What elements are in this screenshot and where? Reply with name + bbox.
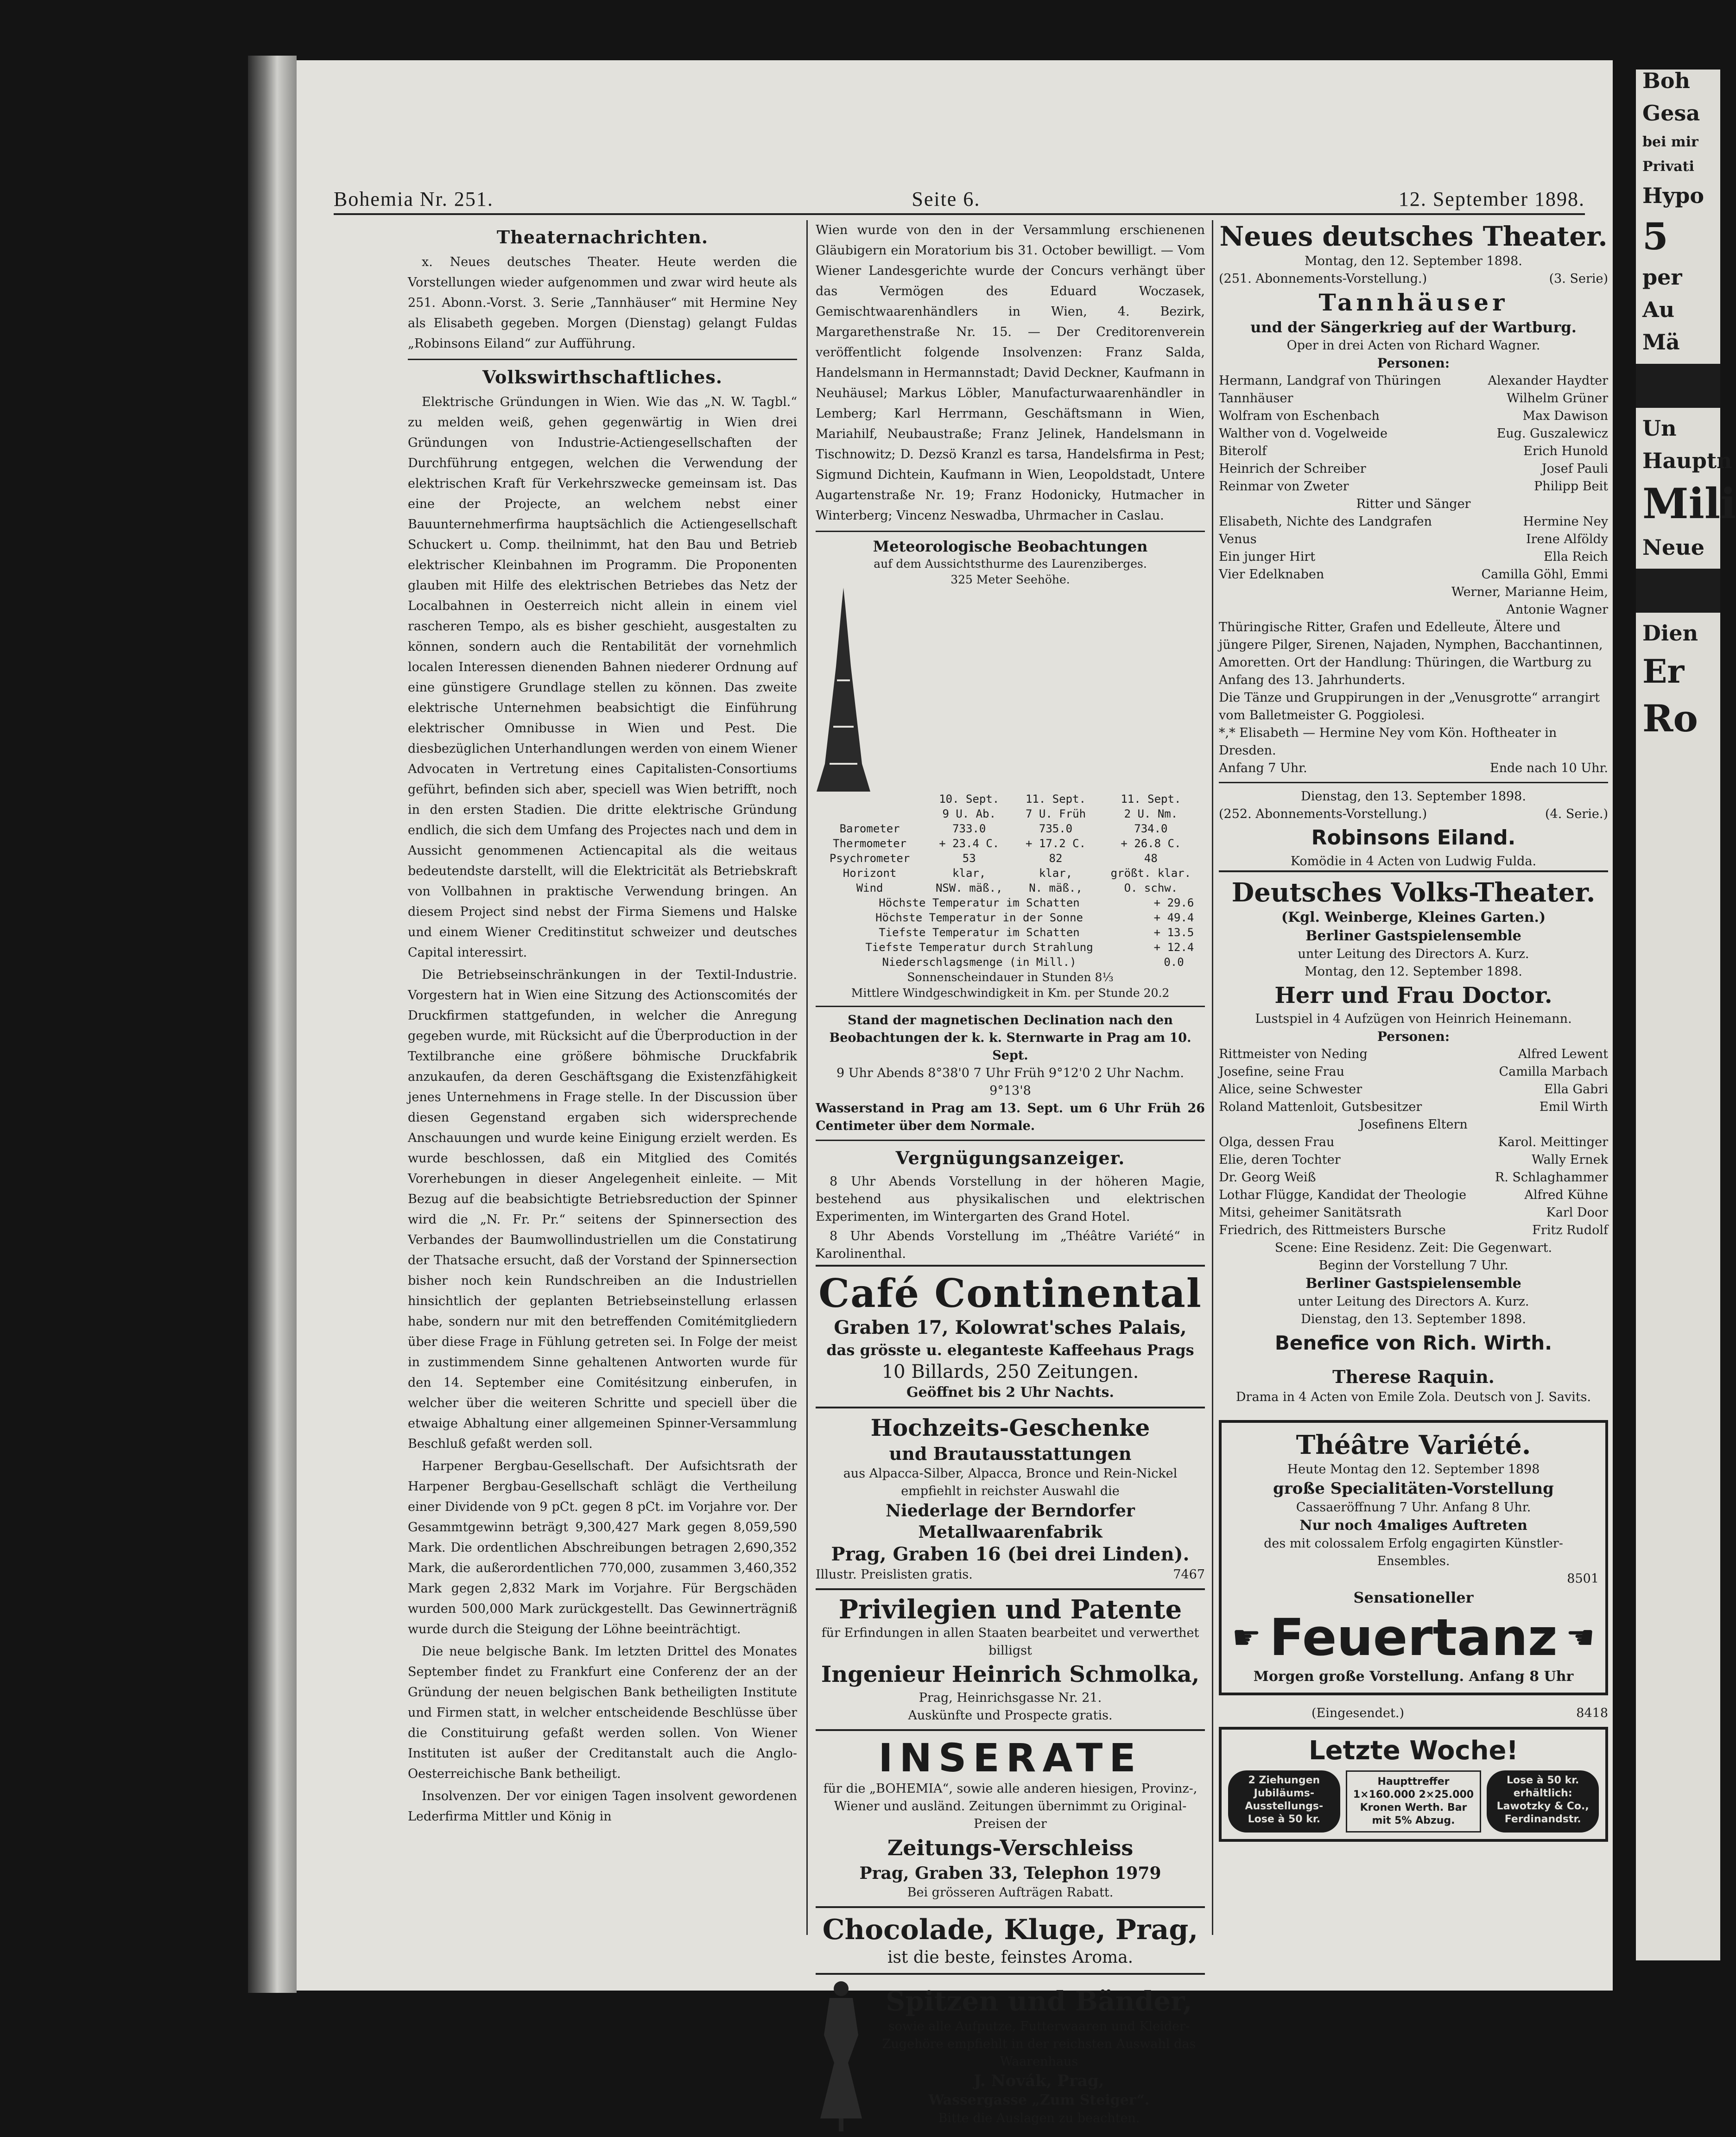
tuesday-serie: (4. Serie.) xyxy=(1545,807,1608,821)
role: Friedrich, des Rittmeisters Bursche xyxy=(1219,1223,1446,1237)
weather-value: 734.0 xyxy=(1134,822,1168,835)
extreme-label: Niederschlagsmenge (in Mill.) xyxy=(882,956,1077,969)
ad-patents xyxy=(816,1588,1205,1729)
theater-date: Montag, den 12. September 1898. xyxy=(1305,254,1522,268)
theater-date: Dienstag, den 13. September 1898. xyxy=(1301,1312,1526,1326)
play-info: Drama in 4 Acten von Emile Zola. Deutsch von J. Savits. xyxy=(1235,1390,1591,1404)
role: Walther von d. Vogelweide xyxy=(1219,426,1388,441)
fragment-text: Dien xyxy=(1642,621,1698,646)
performer: Wally Ernek xyxy=(1532,1153,1608,1167)
tuesday-play: Robinsons Eiland. xyxy=(1311,826,1516,850)
director: unter Leitung des Directors A. Kurz. xyxy=(1298,947,1529,961)
tuesday-abo-line xyxy=(1219,805,1608,823)
extreme-label: Höchste Temperatur im Schatten xyxy=(879,896,1080,909)
section-title-theater: Theaternachrichten. xyxy=(496,227,709,247)
performer: Karol. Meittinger xyxy=(1498,1135,1608,1149)
lottery-box: 2 Ziehungen Jubiläums-Ausstellungs-Lose à 50 kr. xyxy=(1228,1770,1340,1833)
submitted-label: (Eingesendet.) xyxy=(1312,1706,1404,1720)
weather-label: Wind xyxy=(856,881,883,894)
opera-title: Tannhäuser xyxy=(1318,289,1508,316)
extreme-label: Höchste Temperatur in der Sonne xyxy=(875,911,1083,924)
opera-details: Thüringische Ritter, Grafen und Edelleute, Ältere und jüngere Pilger, Sirenen, Najaden, Nymphen, Bacchantinnen, Amoretten. Ort der Handlung: Thüringen, die Wartburg zu Anfang des 13. Jahrhunderts. xyxy=(1219,620,1603,687)
cast-row xyxy=(1219,390,1608,407)
cast-row xyxy=(1219,566,1608,619)
weather-col-time: 9 U. Ab. xyxy=(942,807,996,820)
ad-inserate xyxy=(816,1729,1205,1906)
performer: Fritz Rudolf xyxy=(1532,1223,1608,1237)
performer: Philipp Beit xyxy=(1534,479,1608,494)
ad-cafe-continental xyxy=(816,1265,1205,1407)
cast-group-label: Ritter und Sänger xyxy=(1356,497,1471,511)
article-belgian-bank: Die neue belgische Bank. Im letzten Drittel des Monates September findet zu Frankfurt eine Conferenz der an der Gründung der neuen belgischen Bank betheiligten Institute und Firmen statt, in welcher entscheidende Beschlüsse über die Constituirung gefaßt werden sollen. Von Wiener Instituten ist außer der Creditanstalt auch die Anglo-Oesterreichische Bank betheiligt. xyxy=(408,1644,797,1781)
ad-line: das grösste u. eleganteste Kaffeehaus Prags xyxy=(826,1341,1194,1359)
lottery-boxes xyxy=(1228,1770,1599,1833)
benefice: Benefice von Rich. Wirth. xyxy=(1274,1332,1552,1354)
ad-line: Auskünfte und Prospecte gratis. xyxy=(908,1708,1113,1723)
opera-subtitle: und der Sängerkrieg auf der Wartburg. xyxy=(1250,318,1577,336)
weather-col-date: 11. Sept. xyxy=(1121,793,1181,805)
director: unter Leitung des Directors A. Kurz. xyxy=(1298,1294,1529,1309)
weather-table xyxy=(816,792,1205,895)
weather-value: 53 xyxy=(962,852,976,865)
role: Olga, dessen Frau xyxy=(1219,1135,1335,1149)
extreme-value: + 49.4 xyxy=(1153,911,1194,924)
performer: Alfred Lewent xyxy=(1518,1047,1608,1061)
ad-line: Wassergasse „Zum Steiger“. xyxy=(928,2092,1150,2108)
weather-row xyxy=(816,836,1205,851)
fragment-text: Ro xyxy=(1642,696,1698,740)
divider xyxy=(1219,782,1608,783)
fragment-text: Er xyxy=(1642,652,1685,691)
article-theater: x. Neues deutsches Theater. Heute werden die Vorstellungen wieder aufgenommen und zwar wird heute als 251. Abonn.-Vorst. 3. Serie „Tannhäuser“ mit Hermine Ney als Elisabeth gegeben. Morgen (Dienstag) gelangt Fuldas „Robinsons Eiland“ zur Aufführung. xyxy=(408,255,797,351)
ad-line: große Specialitäten-Vorstellung xyxy=(1273,1479,1554,1498)
role: Hermann, Landgraf von Thüringen xyxy=(1219,374,1441,388)
ad-title: Théâtre Variété. xyxy=(1296,1430,1531,1460)
tuesday-abo: (252. Abonnements-Vorstellung.) xyxy=(1219,807,1427,821)
magnetic-declination: Stand der magnetischen Declination nach den Beobachtungen der k. k. Sternwarte in Prag am 10. Sept. xyxy=(829,1013,1191,1063)
ad-line: für die „BOHEMIA“, sowie alle anderen hiesigen, Provinz-, Wiener und ausländ. Zeitungen übernimmt zu Original-Preisen der xyxy=(823,1782,1197,1831)
amusement-item: 8 Uhr Abends Vorstellung im „Théâtre Variété“ in Karolinenthal. xyxy=(816,1229,1205,1261)
fragment-text: bei mir xyxy=(1642,133,1698,150)
weather-extremes xyxy=(816,895,1205,970)
role: Elie, deren Tochter xyxy=(1219,1153,1341,1167)
fragment-text: Mä xyxy=(1642,330,1680,355)
cast-row xyxy=(1219,460,1608,478)
weather-row xyxy=(816,851,1205,866)
role: Alice, seine Schwester xyxy=(1219,1082,1362,1097)
feuertanz-banner xyxy=(1228,1607,1599,1668)
water-level: Wasserstand in Prag am 13. Sept. um 6 Uhr Früh 26 Centimeter über dem Normale. xyxy=(816,1101,1205,1133)
divider xyxy=(816,1140,1205,1141)
fragment-black-banner xyxy=(1636,364,1720,408)
weather-value: O. schw. xyxy=(1124,881,1178,894)
ad-title: Café Continental xyxy=(818,1270,1202,1316)
ensemble: Berliner Gastspielensemble xyxy=(1305,1275,1521,1292)
ad-line: Niederlage der Berndorfer Metallwaarenfabrik xyxy=(886,1501,1135,1542)
header-page-number: Seite 6. xyxy=(912,188,981,210)
role: Roland Mattenloit, Gutsbesitzer xyxy=(1219,1100,1422,1114)
cast-heading: Personen: xyxy=(1377,355,1450,371)
fragment-text: Neue xyxy=(1642,534,1705,560)
opera-guest: *,* Elisabeth — Hermine Ney vom Kön. Hoftheater in Dresden. xyxy=(1219,726,1557,758)
theater-location: (Kgl. Weinberge, Kleines Garten.) xyxy=(1281,909,1546,926)
amusement-item: 8 Uhr Abends Vorstellung in der höheren Magie, bestehend aus physikalischen und elektrischen Experimenten, im Wintergarten des Grand Hotel. xyxy=(816,1174,1205,1224)
role: Reinmar von Zweter xyxy=(1219,479,1349,494)
ad-neues-deutsches-theater xyxy=(1219,220,1608,870)
tuesday-date: Dienstag, den 13. September 1898. xyxy=(1301,789,1526,804)
ad-wedding-gifts xyxy=(816,1407,1205,1588)
role: Dr. Georg Weiß xyxy=(1219,1170,1316,1185)
cast-row xyxy=(1219,1204,1608,1222)
weather-times-row xyxy=(816,806,1205,821)
ad-title: Chocolade, Kluge, Prag, xyxy=(822,1914,1198,1946)
article-insolvencies-cont: Wien wurde von den in der Versammlung erschienenen Gläubigern ein Moratorium bis 31. October bewilligt. — Vom Wiener Landesgerichte wurde der Concurs verhängt über das Vermögen des Eduard Woczasek, Gemischtwaarenhändlers in Wien, 4. Bezirk, Margarethenstraße Nr. 15. — Der Creditorenverein veröffentlicht folgende Insolvenzen: Franz Salda, Handelsmann in Hermannstadt; David Deckner, Kaufmann in Neuhäusel; Markus Löbler, Manufacturwaarenhändler in Lemberg; Karl Herrmann, Geschäftsmann in Wien, Mariahilf, Neubaustraße; Franz Jelinek, Handelsmann in Tischnowitz; D. Dezsö Kranzl es tarsa, Handelsfirma in Pest; Sigmund Dichtein, Kaufmann in Wien, Leopoldstadt, Untere Augartenstraße Nr. 19; Franz Hodonicky, Hutmacher in Winterberg; Vincenz Neswadba, Uhrmacher in Caslau. xyxy=(816,223,1205,523)
cast-row xyxy=(1219,1134,1608,1151)
role: Venus xyxy=(1219,532,1257,546)
extreme-label: Tiefste Temperatur im Schatten xyxy=(879,926,1080,939)
play-scene: Scene: Eine Residenz. Zeit: Die Gegenwart. xyxy=(1274,1241,1552,1255)
role: Ein junger Hirt xyxy=(1219,550,1316,564)
extreme-row xyxy=(816,895,1205,910)
theater-title: Neues deutsches Theater. xyxy=(1219,221,1608,252)
tuesday-info: Komödie in 4 Acten von Ludwig Fulda. xyxy=(1290,854,1537,869)
weather-label: Psychrometer xyxy=(829,852,910,865)
column-divider-2 xyxy=(1212,220,1213,1935)
performer: Alfred Kühne xyxy=(1524,1188,1608,1202)
role: Wolfram von Eschenbach xyxy=(1219,409,1380,423)
cast-row xyxy=(1219,1046,1608,1063)
performer: Max Dawison xyxy=(1522,409,1608,423)
role: Mitsi, geheimer Sanitätsrath xyxy=(1219,1205,1402,1220)
magnetic-values: 9 Uhr Abends 8°38'0 7 Uhr Früh 9°12'0 2 Uhr Nachm. 9°13'8 xyxy=(836,1066,1184,1098)
ad-line: ist die beste, feinstes Aroma. xyxy=(887,1948,1134,1967)
role: Rittmeister von Neding xyxy=(1219,1047,1368,1061)
ad-line: Morgen große Vorstellung. Anfang 8 Uhr xyxy=(1253,1668,1574,1685)
weather-row xyxy=(816,866,1205,881)
sunshine-duration: Sonnenscheindauer in Stunden 8⅓ xyxy=(907,970,1114,984)
article-textile: Die Betriebseinschränkungen in der Textil-Industrie. Vorgestern hat in Wien eine Sitzung des Actionscomités der Druckfirmen stattgefunden, in welcher die Anregung gegeben wurde, mit Rücksicht auf die Überproduction in der Textilbranche eine größere böhmische Druckfabrik anzukaufen, da deren Geschäftsgang die Existenzfähigkeit jenes Unternehmens in Frage stelle. In der Discussion über diesen Gegenstand ergaben sich widersprechende Anschauungen und wurde keine Einigung erzielt werden. Es wurde beschlossen, daß ein Mitglied des Comités Vorerhebungen in dieser Angelegenheit einleite. — Mit Bezug auf die beabsichtigte Betriebsreduction der Spinner wird die „N. Fr. Pr.“ seitens der Spinnersection des Verbandes der Baumwollindustriellen um die Constatirung der Thatsache ersucht, daß der Vorstand der Spinnersection bisher noch kein Rundschreiben an die Industriellen hinsichtlich der geplanten Betriebseinstellung erlassen habe, sondern nur mit den betreffenden Comitémitgliedern über diese Frage in Fühlung getreten sei. In Folge der meist in zustimmendem Sinne gehaltenen Antworten wurde für den 14. September eine Comitésitzung einberufen, in welcher über die weiteren Schritte und speciell über die etwaige Abhaltung einer allgemeinen Spinner-Versammlung Beschluß gefaßt werden soll. xyxy=(408,968,797,1451)
performer: Alexander Haydter xyxy=(1488,374,1608,388)
role: Biterolf xyxy=(1219,444,1267,458)
performer: Irene Alföldy xyxy=(1526,532,1608,546)
performer: Ella Gabri xyxy=(1544,1082,1608,1097)
hand-pointer-icon: ☛ xyxy=(1232,1618,1261,1656)
ad-line: Illustr. Preislisten gratis. xyxy=(816,1567,973,1582)
opera-cast xyxy=(1219,372,1608,619)
column-divider-1 xyxy=(806,220,808,1935)
divider xyxy=(408,359,797,360)
fragment-text: Privati xyxy=(1642,159,1694,175)
ad-line: J. Novák, Prag, xyxy=(974,2072,1104,2090)
ad-title: Spitzen und Bänder, xyxy=(886,1985,1192,2017)
ad-line: Prag, Graben 16 (bei drei Linden). xyxy=(831,1543,1190,1565)
role: Heinrich der Schreiber xyxy=(1219,462,1366,476)
fragment-text: Gesa xyxy=(1642,101,1700,126)
cast-row xyxy=(1219,1222,1608,1239)
fragment-text: Hauptn xyxy=(1642,448,1732,474)
weather-value: klar, xyxy=(952,867,986,880)
cast-row xyxy=(1219,1169,1608,1186)
weather-value: klar, xyxy=(1039,867,1073,880)
article-insolvencies: Insolvenzen. Der vor einigen Tagen insolvent gewordenen Lederfirma Mittler und König in xyxy=(408,1789,797,1824)
fragment-text: Au xyxy=(1642,297,1675,323)
newspaper-page xyxy=(297,60,1613,2125)
dress-form-icon xyxy=(816,1979,867,2132)
weather-label: Thermometer xyxy=(833,837,907,850)
weather-value: größt. klar. xyxy=(1110,867,1191,880)
book-binding xyxy=(248,56,297,1993)
role: Vier Edelknaben xyxy=(1219,567,1324,582)
weather-value: 82 xyxy=(1049,852,1063,865)
weather-value: + 23.4 C. xyxy=(939,837,1000,850)
wind-speed: Mittlere Windgeschwindigkeit in Km. per Stunde 20.2 xyxy=(851,986,1170,1000)
play-title: Herr und Frau Doctor. xyxy=(1274,983,1552,1008)
theater-title: Deutsches Volks-Theater. xyxy=(1231,877,1596,908)
ad-line: Zeitungs-Verschleiss xyxy=(887,1835,1134,1860)
fragment-black-banner xyxy=(1636,569,1720,613)
performer: Camilla Marbach xyxy=(1499,1065,1608,1079)
ensemble: Berliner Gastspielensemble xyxy=(1305,928,1521,944)
column-3 xyxy=(1219,220,1608,1842)
lottery-box: Haupttreffer 1×160.000 2×25.000 Kronen Werth. Bar mit 5% Abzug. xyxy=(1346,1770,1482,1833)
hand-pointer-icon: ☚ xyxy=(1565,1618,1595,1656)
weather-label: Barometer xyxy=(839,822,900,835)
performer: R. Schlaghammer xyxy=(1495,1170,1608,1185)
cast-row xyxy=(1219,531,1608,548)
opera-start: Anfang 7 Uhr. xyxy=(1219,761,1307,775)
ad-line: Sensationeller xyxy=(1353,1589,1474,1606)
section-title-amusements: Vergnügungsanzeiger. xyxy=(895,1148,1125,1168)
observation-tower-illustration xyxy=(816,588,871,792)
weather-value: N. mäß., xyxy=(1029,881,1083,894)
ad-number: 8501 xyxy=(1567,1572,1599,1586)
weather-col-time: 2 U. Nm. xyxy=(1124,807,1178,820)
play-begin: Beginn der Vorstellung 7 Uhr. xyxy=(1318,1258,1508,1273)
extreme-label: Tiefste Temperatur durch Strahlung xyxy=(865,941,1093,954)
role: Lothar Flügge, Kandidat der Theologie xyxy=(1219,1188,1467,1202)
extreme-row xyxy=(816,910,1205,925)
cast-row xyxy=(1219,513,1608,531)
cast-group-label: Josefinens Eltern xyxy=(1359,1117,1468,1132)
ad-line: Geöffnet bis 2 Uhr Nachts. xyxy=(906,1384,1114,1401)
extreme-row xyxy=(816,955,1205,970)
performer: Ella Reich xyxy=(1543,550,1608,564)
play-cast xyxy=(1219,1046,1608,1239)
ad-line: für Erfindungen in allen Staaten bearbeitet und verwerthet billigst xyxy=(821,1626,1199,1658)
ad-line: 10 Billards, 250 Zeitungen. xyxy=(881,1361,1139,1382)
role: Elisabeth, Nichte des Landgrafen xyxy=(1219,514,1432,529)
weather-row xyxy=(816,821,1205,836)
ad-subtitle: und Brautausstattungen xyxy=(889,1443,1132,1464)
ad-line: Nur noch 4maliges Auftreten xyxy=(1299,1517,1527,1534)
cast-row xyxy=(1219,478,1608,495)
cast-row xyxy=(1219,443,1608,460)
cast-heading: Personen: xyxy=(1377,1029,1450,1044)
weather-value: 48 xyxy=(1144,852,1158,865)
performer: Emil Wirth xyxy=(1539,1100,1608,1114)
lottery-box: Lose à 50 kr. erhältlich: Lawotzky & Co., Ferdinandstr. xyxy=(1487,1770,1599,1833)
theater-serie: (3. Serie) xyxy=(1549,272,1608,286)
ad-footer xyxy=(816,1566,1205,1584)
ad-theatre-variete xyxy=(1219,1420,1608,1695)
cast-row xyxy=(1219,1063,1608,1081)
play-info: Lustspiel in 4 Aufzügen von Heinrich Heinemann. xyxy=(1255,1012,1572,1026)
ad-line: Heute Montag den 12. September 1898 xyxy=(1287,1462,1540,1477)
extreme-row xyxy=(816,925,1205,940)
ad-line: Bitte die Auslagen zu beachten. xyxy=(938,2111,1140,2125)
weather-col-date: 11. Sept. xyxy=(1025,793,1086,805)
ad-line: Bei grösseren Aufträgen Rabatt. xyxy=(907,1885,1114,1900)
extreme-value: 0.0 xyxy=(1164,956,1184,969)
opera-times xyxy=(1219,760,1608,777)
divider xyxy=(816,1006,1205,1007)
ad-line: Prag, Heinrichsgasse Nr. 21. xyxy=(919,1691,1102,1705)
performer: Eug. Guszalewicz xyxy=(1496,426,1608,441)
play-title: Therese Raquin. xyxy=(1332,1366,1495,1387)
cast-row xyxy=(1219,407,1608,425)
ad-deutsches-volks-theater xyxy=(1219,870,1608,1411)
extreme-row xyxy=(816,940,1205,955)
header-rule xyxy=(334,213,1585,215)
extreme-value: + 12.4 xyxy=(1153,941,1194,954)
weather-label: Horizont xyxy=(843,867,897,880)
theater-date: Montag, den 12. September 1898. xyxy=(1305,964,1522,979)
theater-abo-line xyxy=(1219,270,1608,288)
cast-row xyxy=(1219,372,1608,390)
header-date: 12. September 1898. xyxy=(1398,188,1585,210)
extreme-value: + 29.6 xyxy=(1153,896,1194,909)
weather-value: NSW. mäß., xyxy=(935,881,1003,894)
ad-lace-text xyxy=(873,1985,1205,2127)
performer: Josef Pauli xyxy=(1541,462,1608,476)
weather-subtitle: auf dem Aussichtsthurme des Laurenziberges. xyxy=(874,557,1147,571)
ad-lottery xyxy=(1219,1727,1608,1842)
weather-value: + 26.8 C. xyxy=(1121,837,1181,850)
ad-headline: Feuertanz xyxy=(1269,1608,1558,1667)
weather-report xyxy=(816,537,1205,1001)
theater-abo: (251. Abonnements-Vorstellung.) xyxy=(1219,272,1427,286)
weather-header-row xyxy=(816,792,1205,806)
divider xyxy=(816,531,1205,532)
ad-number: 7467 xyxy=(1173,1567,1205,1582)
weather-altitude: 325 Meter Seehöhe. xyxy=(950,573,1070,586)
ad-line: aus Alpacca-Silber, Alpacca, Bronce und Rein-Nickel empfiehlt in reichster Auswahl die xyxy=(843,1466,1178,1498)
opera-info: Oper in drei Acten von Richard Wagner. xyxy=(1286,338,1540,353)
fragment-text: Hypo xyxy=(1642,183,1704,208)
adjacent-page-fragment xyxy=(1636,68,1736,1960)
cast-row xyxy=(1219,425,1608,443)
column-1 xyxy=(408,220,797,1829)
cast-row xyxy=(1219,1098,1608,1116)
header-title: Bohemia Nr. 251. xyxy=(334,188,494,210)
submitted-line xyxy=(1219,1705,1608,1722)
article-electric: Elektrische Gründungen in Wien. Wie das „N. W. Tagbl.“ zu melden weiß, gehen gegenwärtig in Wien drei Gründungen von Industrie-Actiengesellschaften der Durchführung entgegen, welchen die Verwendung der elektrischen Kraft für Verkehrszwecke gemeinsam ist. Das eine der Projecte, an welchem nebst einer Bauunternehmerfirma hauptsächlich die Actiengesellschaft Schuckert u. Comp. theilnimmt, hat den Bau und Betrieb elektrischer Kleinbahnen im Programm. Die Proponenten glauben mit Hilfe des elektrischen Betriebes das Netz der Localbahnen in Oesterreich nicht allein in einem viel rascheren Tempo, als es bisher geschieht, ausgestalten zu können, sondern auch die Rentabilität der vornehmlich localen Interessen dienenden Bahnen niederer Ordnung auf eine günstigere Grundlage stellen zu können. Das zweite elektrische Unternehmen beabsichtigt die Einführung elektrischer Omnibusse in Wien und Pest. Die diesbezüglichen Unterhandlungen werden von einem Wiener Advocaten in Vertretung eines Capitalisten-Consortiums geführt, befinden sich aber, speciell was Wien betrifft, noch in den ersten Stadien. Die dritte elektrische Gründung endlich, die sich dem Umfang des Projectes nach und dem in Aussicht genommenen Actiencapital als die weitaus bedeutendste darstellt, will die Elektricität als Betriebskraft von Vollbahnen in praktische Verwendung bringen. An diesem Project sind nebst der Firma Siemens und Halske und einem Wiener Creditinstitut schweizer und deutsches Capital interessirt. xyxy=(408,395,797,960)
cast-row xyxy=(1219,548,1608,566)
fragment-text: 5 xyxy=(1642,214,1668,258)
performer: Camilla Göhl, Emmi Werner, Marianne Heim, Antonie Wagner xyxy=(1451,567,1608,617)
ad-line: Graben 17, Kolowrat'sches Palais, xyxy=(834,1317,1187,1338)
opera-end: Ende nach 10 Uhr. xyxy=(1489,761,1608,775)
section-title-economy: Volkswirthschaftliches. xyxy=(482,367,722,387)
article-harpener: Harpener Bergbau-Gesellschaft. Der Aufsichtsrath der Harpener Bergbau-Gesellschaft schlägt die Vertheilung einer Dividende von 9 pCt. gegen 8 pCt. im Vorjahre vor. Der Gesammtgewinn beträgt 9,300,427 Mark gegen 8,059,590 Mark. Die ordentlichen Abschreibungen betragen 2,690,352 Mark, die außerordentlichen 770,000, zusammen 3,460,352 Mark gegen 2,832 Mark im Vorjahre. Für Bergschäden wurden 500,000 Mark zurückgestellt. Das Gewinnerträgniß wurde durch die Steigung der Löhne beeinträchtigt. xyxy=(408,1459,797,1636)
column-2 xyxy=(816,220,1205,2137)
fragment-text: Mili xyxy=(1642,479,1736,529)
extreme-value: + 13.5 xyxy=(1153,926,1194,939)
performer: Hermine Ney xyxy=(1523,514,1608,529)
role: Tannhäuser xyxy=(1219,391,1293,406)
ad-line: Prag, Graben 33, Telephon 1979 xyxy=(859,1864,1161,1883)
cast-row xyxy=(1219,1151,1608,1169)
performer: Wilhelm Grüner xyxy=(1507,391,1608,406)
fragment-text: Un xyxy=(1642,415,1677,441)
ad-title: Privilegien und Patente xyxy=(838,1594,1182,1625)
weather-row xyxy=(816,881,1205,895)
ad-title: Hochzeits-Geschenke xyxy=(870,1414,1150,1441)
weather-value: 735.0 xyxy=(1039,822,1073,835)
ad-lace xyxy=(816,1973,1205,2137)
cast-row xyxy=(1219,1186,1608,1204)
cast-row xyxy=(1219,1081,1608,1098)
weather-col-date: 10. Sept. xyxy=(939,793,1000,805)
ad-title: Letzte Woche! xyxy=(1308,1736,1519,1766)
weather-value: 733.0 xyxy=(952,822,986,835)
opera-dances: Die Tänze und Gruppirungen in der „Venusgrotte“ arrangirt vom Balletmeister G. Poggiolesi. xyxy=(1219,691,1600,723)
ad-number: 8418 xyxy=(1576,1706,1608,1720)
weather-title: Meteorologische Beobachtungen xyxy=(873,538,1148,555)
ad-chocolate xyxy=(816,1906,1205,1973)
page-header xyxy=(334,174,1585,211)
fragment-text: per xyxy=(1642,264,1682,290)
ad-line: sowie alle Aufputze, Futterwaaren und Kleider-Zugehöre empfiehlt in der reichsten Auswahl das Waarenhaus xyxy=(882,2019,1196,2069)
fragment-text: Boh xyxy=(1642,68,1691,93)
ad-line: Cassaeröffnung 7 Uhr. Anfang 8 Uhr. xyxy=(1296,1500,1531,1515)
ad-line: des mit colossalem Erfolg engagirten Künstler-Ensembles. xyxy=(1264,1536,1563,1568)
role: Josefine, seine Frau xyxy=(1219,1065,1345,1079)
performer: Erich Hunold xyxy=(1523,444,1608,458)
weather-value: + 17.2 C. xyxy=(1025,837,1086,850)
ad-line: Ingenieur Heinrich Schmolka, xyxy=(821,1661,1200,1687)
weather-col-time: 7 U. Früh xyxy=(1025,807,1086,820)
ad-title: INSERATE xyxy=(878,1735,1142,1781)
performer: Karl Door xyxy=(1546,1205,1608,1220)
